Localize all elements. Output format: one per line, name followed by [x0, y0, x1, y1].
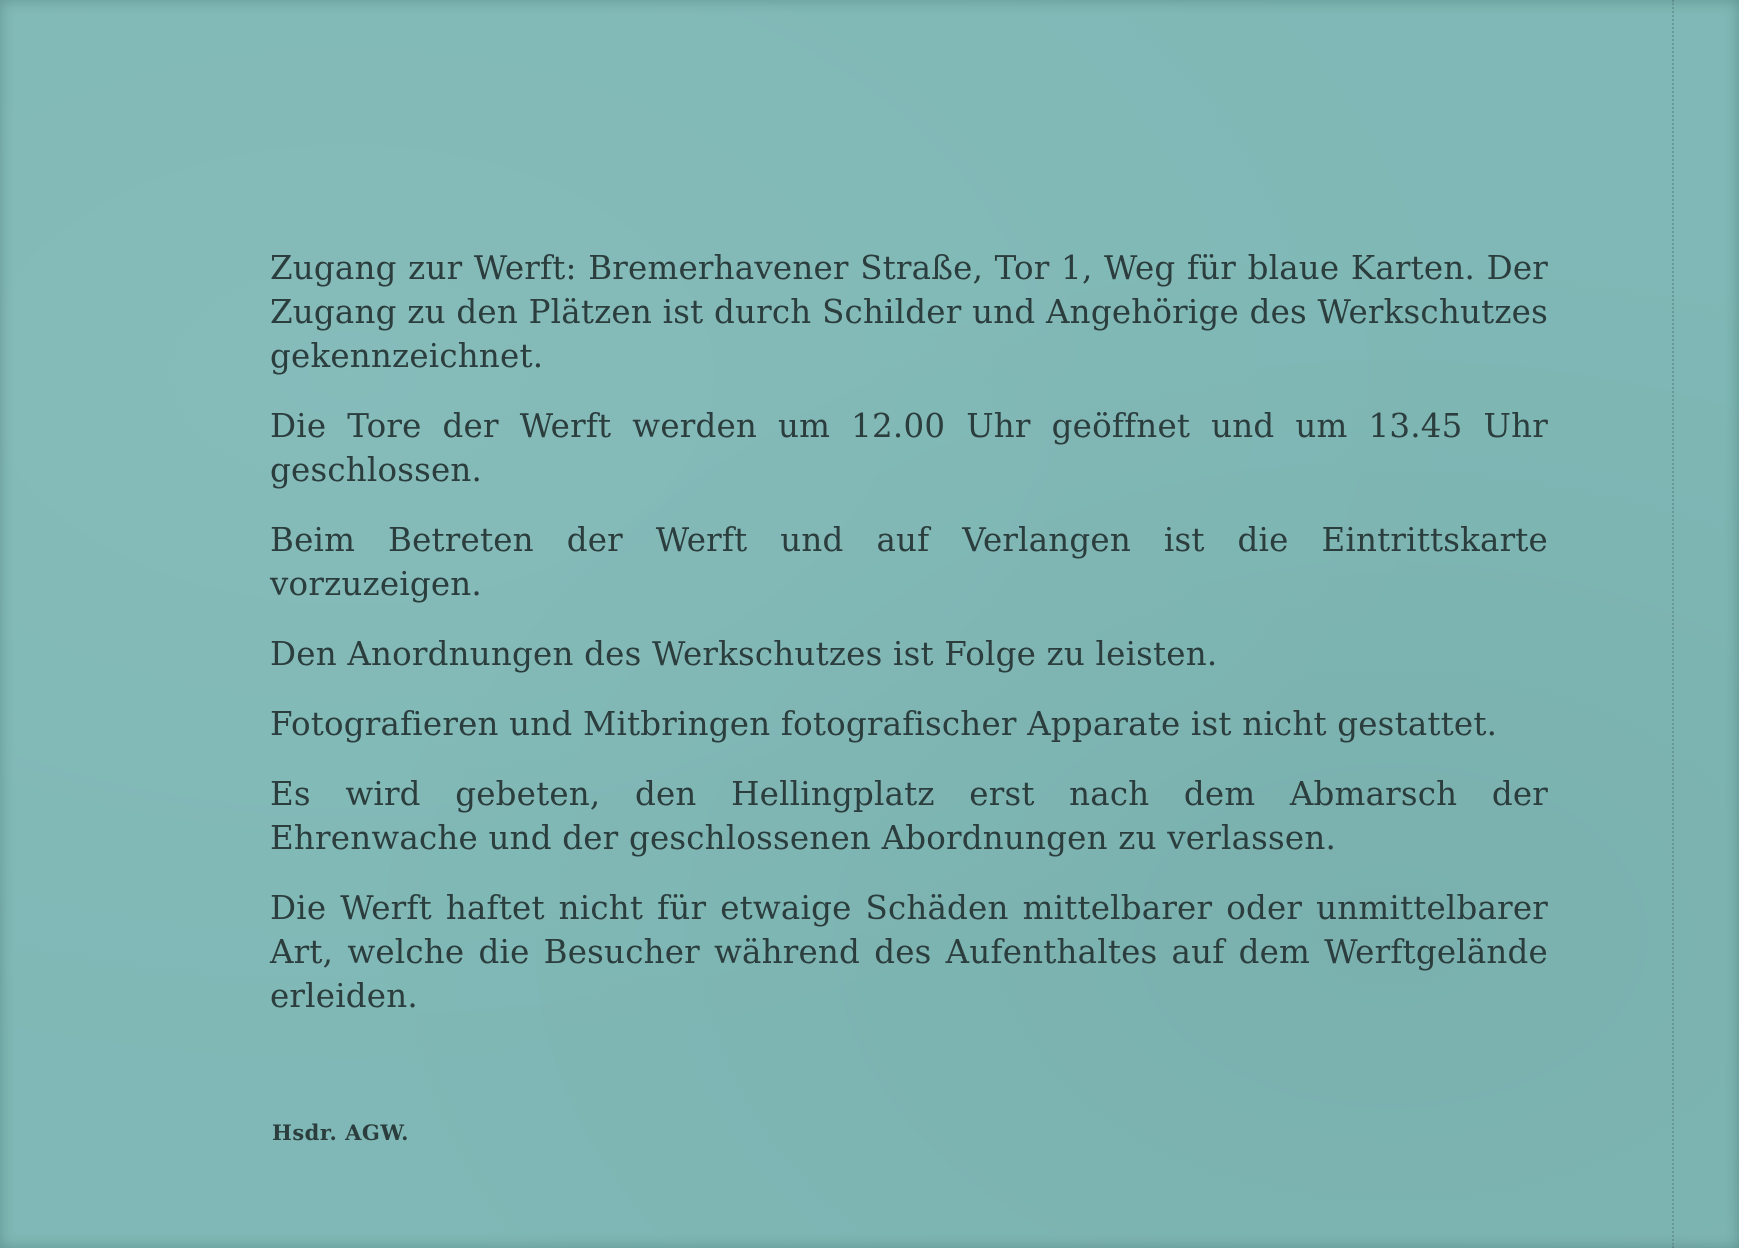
perforation-edge — [1672, 0, 1674, 1248]
paragraph-show-ticket: Beim Betreten der Werft und auf Verlangen ist die Eintrittskarte vorzuzeigen. — [270, 521, 1548, 603]
printer-mark: Hsdr. AGW. — [272, 1120, 409, 1145]
paragraph-no-photography: Fotografieren und Mitbringen fotografischer Apparate ist nicht gestattet. — [270, 705, 1498, 743]
paragraph-security-orders: Den Anordnungen des Werkschutzes ist Folge zu leisten. — [270, 635, 1218, 673]
paragraph-access: Zugang zur Werft: Bremerhavener Straße, Tor 1, Weg für blaue Karten. Der Zugang zu den Plätzen ist durch Schilder und Angehörige des Werkschutzes gekennzeichnet. — [270, 249, 1548, 375]
instructions-text — [270, 246, 1548, 1044]
paragraph-gate-times: Die Tore der Werft werden um 12.00 Uhr geöffnet und um 13.45 Uhr geschlossen. — [270, 407, 1548, 489]
paragraph-leaving-order: Es wird gebeten, den Hellingplatz erst nach dem Abmarsch der Ehrenwache und der geschlossenen Abordnungen zu verlassen. — [270, 775, 1548, 857]
paragraph-liability: Die Werft haftet nicht für etwaige Schäden mittelbarer oder unmittelbarer Art, welche die Besucher während des Aufenthaltes auf dem Werftgelände erleiden. — [270, 889, 1548, 1015]
